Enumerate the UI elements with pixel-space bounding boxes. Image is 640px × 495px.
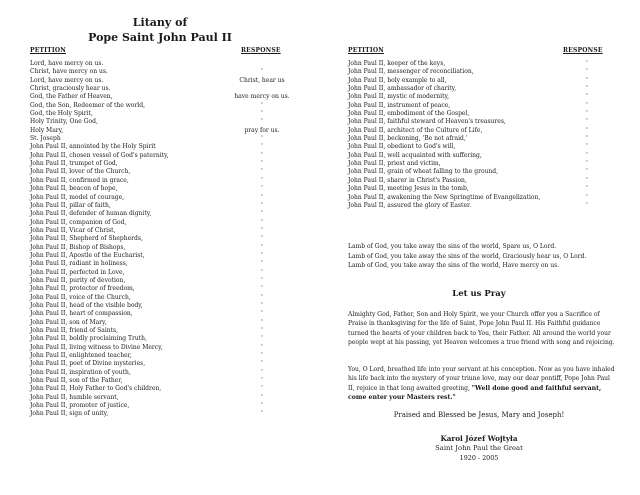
litany-row (348, 135, 618, 143)
litany-row (30, 394, 300, 402)
petition-text: John Paul II, model of courage, (30, 193, 125, 201)
litany-row (348, 194, 618, 202)
litany-row (348, 177, 618, 185)
petition-text: John Paul II, humble servant, (30, 393, 119, 401)
petition-text: John Paul II, lover of the Church, (30, 168, 131, 176)
petition-text: John Paul II, keeper of the keys, (348, 60, 446, 67)
petition-text: John Paul II, messenger of reconciliation, (348, 68, 474, 76)
litany-row (30, 385, 300, 393)
response-text: ' (261, 260, 263, 268)
signature-years: 1920 - 2005 (459, 454, 499, 462)
petition-text: John Paul II, defender of human dignity, (30, 210, 152, 218)
prayer-closing-quote: "Well done good and faithful servant, come enter your Masters rest." (348, 384, 602, 402)
litany-row (30, 402, 300, 410)
response-text: ' (261, 243, 263, 251)
response-text: ' (586, 110, 588, 118)
response-text: ' (261, 168, 263, 176)
response-text: ' (261, 226, 263, 234)
response-text: ' (261, 135, 263, 143)
litany-row (30, 118, 300, 126)
litany-row (30, 219, 300, 227)
response-text: ' (261, 143, 263, 151)
litany-row (348, 152, 618, 160)
litany-row (30, 252, 300, 260)
petition-text: John Paul II, priest and victim, (348, 160, 441, 168)
response-text: ' (261, 268, 263, 276)
petition-text: John Paul II, awakening the New Springtime of Evangelization, (348, 193, 541, 201)
litany-row (30, 110, 300, 118)
petition-text: John Paul II, well acquainted with suffering, (348, 151, 482, 159)
litany-row (30, 85, 300, 93)
petition-text: John Paul II, obedient to God's will, (348, 143, 456, 151)
response-text: ' (261, 327, 263, 334)
response-text: ' (261, 276, 263, 284)
petition-text: John Paul II, Holy Father to God's children, (30, 385, 162, 393)
petition-text: John Paul II, poet of Divine mysteries, (30, 360, 146, 368)
litany-row (348, 93, 618, 101)
petition-text: John Paul II, voice of the Church, (30, 293, 131, 301)
petition-text: John Paul II, head of the visible body, (30, 301, 143, 309)
litany-row (30, 60, 300, 68)
litany-row (30, 77, 300, 85)
petition-text: John Paul II, heart of compassion, (30, 310, 133, 318)
response-text: ' (261, 310, 263, 318)
litany-row (30, 369, 300, 377)
petition-text: John Paul II, annointed by the Holy Spirit (30, 143, 156, 151)
litany-row (30, 235, 300, 243)
litany-row (30, 102, 300, 110)
litany-row (30, 377, 300, 385)
litany-row (30, 194, 300, 202)
litany-row (30, 294, 300, 302)
response-text: ' (261, 393, 263, 401)
litany-row (30, 143, 300, 151)
response-text: ' (261, 160, 263, 168)
litany-row (30, 327, 300, 335)
response-text: ' (261, 343, 263, 351)
petition-text: John Paul II, promoter of justice, (30, 402, 130, 410)
petition-text: John Paul II, assured the glory of Easter. (348, 201, 472, 209)
litany-row (348, 143, 618, 151)
prayer-paragraph-2-text: You, O Lord, breathed life into your servant at his conception. Now as you have inhaled his life back into the mystery of your triune love, may our dear pontiff, Pope John Paul II, rejoice in that long awaited greeting, (348, 366, 615, 392)
petition-text: John Paul II, grain of wheat falling to the ground, (348, 168, 499, 176)
petition-text: John Paul II, Vicar of Christ, (30, 226, 116, 234)
response-text: ' (261, 210, 263, 218)
petition-text: Lord, have mercy on us. (30, 60, 104, 67)
litany-row (30, 185, 300, 193)
litany-row (348, 110, 618, 118)
litany-row (30, 177, 300, 185)
petition-text: Holy Mary, (30, 126, 64, 134)
petition-text: John Paul II, protector of freedom, (30, 285, 135, 293)
response-text: pray for us. (244, 126, 280, 134)
response-text: ' (261, 377, 263, 385)
petition-text: St. Joseph (30, 135, 61, 143)
response-text: Christ, hear us (239, 76, 285, 84)
litany-row (30, 168, 300, 176)
praised-line: Praised and Blessed be Jesus, Mary and Joseph! (393, 411, 565, 419)
petition-text: John Paul II, pillar of faith, (30, 201, 111, 209)
petition-text: John Paul II, Shepherd of Shepherds, (30, 235, 143, 243)
page-title-line1: Litany of (132, 16, 188, 29)
litany-row (30, 93, 300, 101)
litany-row (30, 335, 300, 343)
petition-text: John Paul II, enlightened teacher, (30, 352, 132, 360)
response-text: ' (261, 101, 263, 109)
response-text: ' (261, 335, 263, 343)
response-text: have mercy on us. (234, 93, 290, 101)
petition-text: John Paul II, trumpet of God, (30, 160, 118, 168)
response-text: ' (586, 76, 588, 84)
response-text: ' (586, 176, 588, 184)
prayer-paragraph-1: Almighty God, Father, Son and Holy Spirit, we your Church offer you a Sacrifice of Praise in thanksgiving for the life of Saint, Pope John Paul II. His Faithful guidance turned the hearts of your children back to You, their Father. All around the world your people wept at his passing, yet Heaven welcomes a true friend with song and rejoicing. (348, 311, 615, 347)
lamb-of-god-list (348, 242, 618, 271)
petition-text: John Paul II, chosen vessel of God's paternity, (30, 151, 169, 159)
litany-row (30, 160, 300, 168)
response-text: ' (261, 176, 263, 184)
lamb-line: Lamb of God, you take away the sins of the world, Spare us, O Lord. (348, 243, 557, 250)
response-text: ' (586, 185, 588, 193)
response-text: ' (586, 68, 588, 76)
litany-row (348, 127, 618, 135)
response-text: ' (586, 143, 588, 151)
right-response-header: RESPONSE (563, 47, 603, 54)
litany-row (30, 360, 300, 368)
petition-text: John Paul II, son of the Father, (30, 377, 123, 385)
litany-row (348, 185, 618, 193)
response-text: ' (586, 60, 588, 67)
response-text: ' (586, 168, 588, 176)
litany-row (30, 202, 300, 210)
response-text: ' (261, 110, 263, 118)
petition-text: John Paul II, inspiration of youth, (30, 368, 131, 376)
litany-row (30, 127, 300, 135)
response-text: ' (586, 201, 588, 209)
litany-row (348, 102, 618, 110)
response-text: ' (586, 101, 588, 109)
petition-text: John Paul II, holy example to all, (348, 76, 447, 84)
response-text: ' (261, 368, 263, 376)
prayer-paragraph-2 (348, 365, 618, 403)
left-response-header: RESPONSE (241, 47, 281, 54)
petition-text: John Paul II, son of Mary, (30, 318, 107, 326)
litany-row (348, 60, 618, 68)
response-text: ' (261, 385, 263, 393)
petition-text: John Paul II, embodiment of the Gospel, (348, 110, 470, 118)
petition-text: John Paul II, companion of God, (30, 218, 127, 226)
response-text: ' (261, 201, 263, 209)
litany-row (30, 285, 300, 293)
right-petition-header: PETITION (348, 47, 384, 54)
petition-text: John Paul II, sign of unity, (30, 410, 109, 418)
left-petition-header: PETITION (30, 47, 66, 54)
response-text: ' (261, 68, 263, 76)
response-text: ' (586, 135, 588, 143)
response-text: ' (586, 126, 588, 134)
response-text: ' (261, 402, 263, 410)
petition-text: John Paul II, boldly proclaiming Truth, (30, 335, 147, 343)
petition-text: John Paul II, confirmed in grace, (30, 176, 129, 184)
petition-text: John Paul II, sharer in Christ's Passion, (348, 176, 467, 184)
litany-row (30, 210, 300, 218)
litany-row (348, 202, 618, 210)
petition-text: John Paul II, meeting Jesus in the tomb, (348, 185, 469, 193)
litany-row (30, 319, 300, 327)
response-text: ' (261, 285, 263, 293)
litany-row (30, 302, 300, 310)
response-text: ' (261, 352, 263, 360)
litany-row (30, 269, 300, 277)
signature-name: Karol Józef Wojtyła (440, 434, 518, 443)
response-text: ' (261, 151, 263, 159)
left-litany-list (30, 60, 300, 419)
litany-row (348, 85, 618, 93)
litany-row (30, 277, 300, 285)
petition-text: John Paul II, mystic of modernity, (348, 93, 449, 101)
petition-text: Christ, have mercy on us. (30, 68, 108, 76)
response-text: ' (261, 318, 263, 326)
petition-text: God, the Son, Redeemer of the world, (30, 101, 145, 109)
response-text: ' (261, 301, 263, 309)
response-text: ' (586, 118, 588, 126)
litany-row (30, 68, 300, 76)
lamb-line: Lamb of God, you take away the sins of the world, Have mercy on us. (348, 262, 560, 269)
litany-row (30, 310, 300, 318)
response-text: ' (261, 251, 263, 259)
response-text: ' (261, 218, 263, 226)
litany-row (30, 260, 300, 268)
response-text: ' (586, 160, 588, 168)
litany-row (30, 227, 300, 235)
response-text: ' (586, 193, 588, 201)
response-text: ' (586, 93, 588, 101)
petition-text: John Paul II, radiant in holiness, (30, 260, 128, 268)
petition-text: John Paul II, living witness to Divine Mercy, (30, 343, 163, 351)
response-text: ' (261, 410, 263, 418)
response-text: ' (261, 235, 263, 243)
response-text: ' (586, 85, 588, 93)
petition-text: John Paul II, Bishop of Bishops, (30, 243, 126, 251)
petition-text: John Paul II, faithful steward of Heaven's treasures, (348, 118, 506, 126)
petition-text: God, the Father of Heaven, (30, 93, 113, 101)
signature-title: Saint John Paul the Great (435, 444, 523, 452)
response-text: ' (261, 118, 263, 126)
petition-text: John Paul II, friend of Saints, (30, 327, 119, 334)
petition-text: John Paul II, ambassador of charity, (348, 85, 457, 93)
litany-row (30, 244, 300, 252)
litany-row (348, 77, 618, 85)
response-text: ' (586, 151, 588, 159)
petition-text: God, the Holy Spirit, (30, 110, 93, 118)
petition-text: Lord, have mercy on us. (30, 76, 104, 84)
litany-row (30, 410, 300, 418)
petition-text: John Paul II, purity of devotion, (30, 276, 126, 284)
page-title-line2: Pope Saint John Paul II (88, 31, 232, 44)
right-litany-list (348, 60, 618, 210)
petition-text: John Paul II, Apostle of the Eucharist, (30, 251, 145, 259)
litany-row (348, 168, 618, 176)
petition-text: John Paul II, instrument of peace, (348, 101, 451, 109)
lamb-line: Lamb of God, you take away the sins of the world, Graciously hear us, O Lord. (348, 252, 587, 260)
petition-text: Christ, graciously hear us. (30, 85, 111, 93)
response-text: ' (261, 360, 263, 368)
litany-row (348, 118, 618, 126)
petition-text: John Paul II, perfected in Love, (30, 268, 125, 276)
litany-row (30, 135, 300, 143)
litany-row (348, 68, 618, 76)
petition-text: John Paul II, beacon of hope, (30, 185, 118, 193)
petition-text: Holy Trinity, One God, (30, 118, 98, 126)
petition-text: John Paul II, beckoning, 'Be not afraid,' (348, 135, 468, 143)
response-text: ' (261, 193, 263, 201)
petition-text: John Paul II, architect of the Culture of Life, (348, 126, 483, 134)
response-text: ' (261, 293, 263, 301)
litany-row (30, 352, 300, 360)
litany-row (30, 344, 300, 352)
response-text: ' (261, 185, 263, 193)
litany-row (30, 152, 300, 160)
let-us-pray-heading: Let us Pray (452, 289, 506, 299)
litany-row (348, 160, 618, 168)
